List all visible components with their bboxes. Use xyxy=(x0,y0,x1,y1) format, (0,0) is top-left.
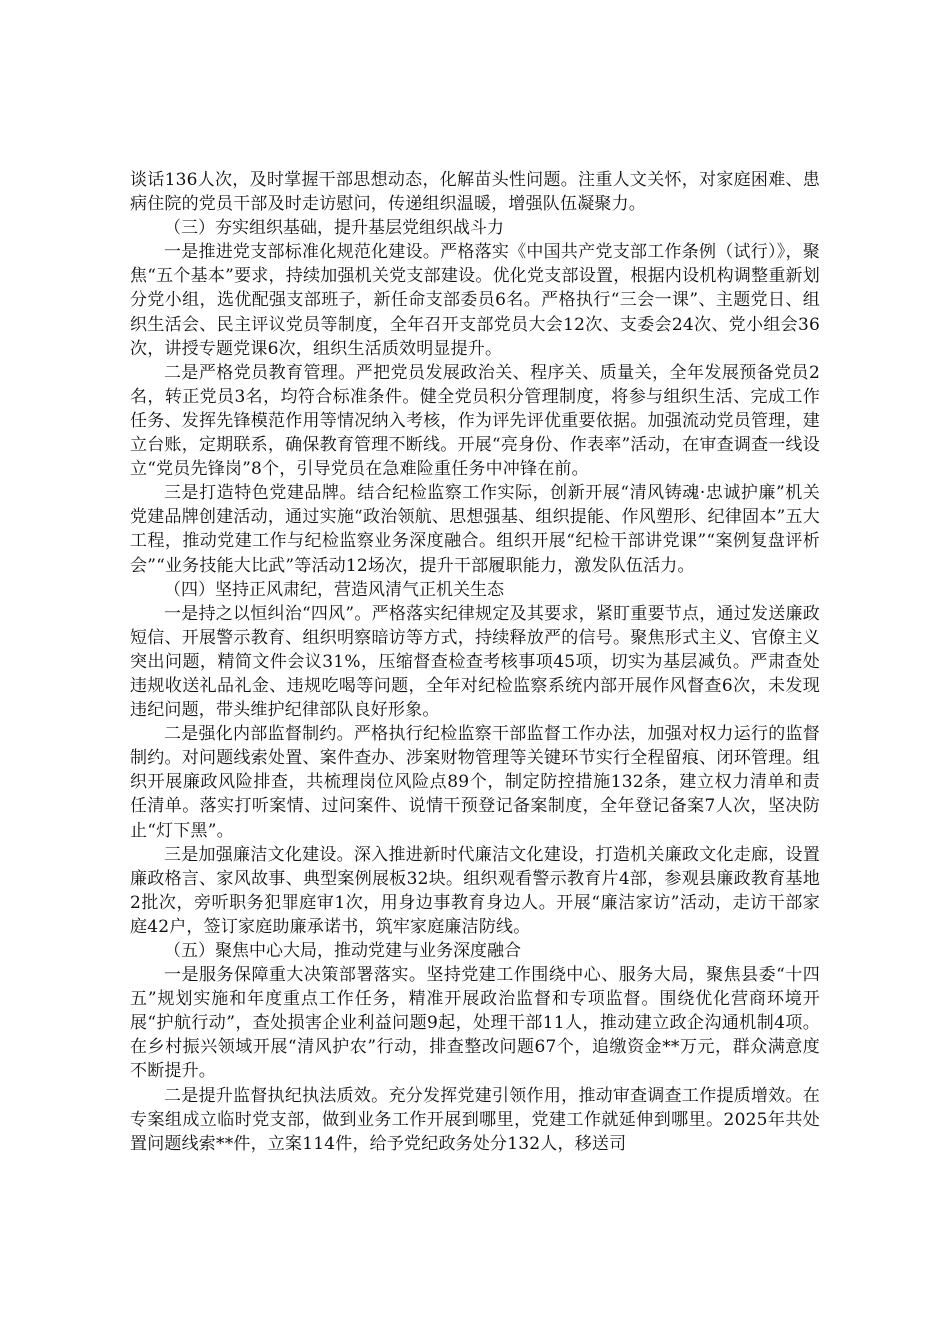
paragraph-four-winds: 一是持之以恒纠治“四风”。严格落实纪律规定及其要求，紧盯重要节点，通过发送廉政短信、开展警示教育、组织明察暗访等方式，持续释放严的信号。聚焦形式主义、官僚主义突出问题，精简文件会议31%，压缩督查检查考核事项45项，切实为基层减负。严肃查处违规收送礼品礼金、违规吃喝等问题，全年对纪检监察系统内部开展作风督查6次，未发现违纪问题，带头维护纪律部队良好形象。 xyxy=(130,603,820,721)
paragraph-member-education: 二是严格党员教育管理。严把党员发展政治关、程序关、质量关，全年发展预备党员2名，转正党员3名，均符合标准条件。健全党员积分管理制度，将参与组织生活、完成工作任务、发挥先锋模范作用等情况纳入考核，作为评先评优重要依据。加强流动党员管理，建立台账，定期联系，确保教育管理不断线。开展“亮身份、作表率”活动，在审查调查一线设立“党员先锋岗”8个，引导党员在急难险重任务中冲锋在前。 xyxy=(130,362,820,480)
paragraph-integrity-culture: 三是加强廉洁文化建设。深入推进新时代廉洁文化建设，打造机关廉政文化走廊，设置廉政格言、家风故事、典型案例展板32块。组织观看警示教育片4部，参观县廉政教育基地2批次，旁听职务犯罪庭审1次，用身边事教育身边人。开展“廉洁家访”活动，走访干部家庭42户，签订家庭助廉承诺书，筑牢家庭廉洁防线。 xyxy=(130,844,820,937)
paragraph-discipline-quality: 二是提升监督执纪执法质效。充分发挥党建引领作用，推动审查调查工作提质增效。在专案组成立临时党支部，做到业务工作开展到哪里，党建工作就延伸到哪里。2025年共处置问题线索**件，立案114件，给予党纪政务处分132人，移送司 xyxy=(130,1085,820,1154)
paragraph-continuation: 谈话136人次，及时掌握干部思想动态，化解苗头性问题。注重人文关怀，对家庭困难、患病住院的党员干部及时走访慰问，传递组织温暖，增强队伍凝聚力。 xyxy=(130,170,820,215)
paragraph-internal-supervision: 二是强化内部监督制约。严格执行纪检监察干部监督工作办法，加强对权力运行的监督制约。对问题线索处置、案件查办、涉案财物管理等关键环节实行全程留痕、闭环管理。组织开展廉政风险排查，共梳理岗位风险点89个，制定防控措施132条，建立权力清单和责任清单。落实打听案情、过问案件、说情干预登记备案制度，全年登记备案7人次，坚决防止“灯下黑”。 xyxy=(130,724,820,841)
section-heading-four: （四）坚持正风肃纪，营造风清气正机关生态 xyxy=(164,579,504,600)
section-heading-five: （五）聚焦中心大局，推动党建与业务深度融合 xyxy=(164,941,521,961)
paragraph-major-decisions: 一是服务保障重大决策部署落实。坚持党建工作围绕中心、服务大局，聚焦县委“十四五”规划实施和年度重点工作任务，精准开展政治监督和专项监督。围绕优化营商环境开展“护航行动”，查处损害企业利益问题9起，处理干部11人，推动建立政企沟通机制4项。在乡村振兴领域开展“清风护农”行动，排查整改问题67个，追缴资金**万元，群众满意度不断提升。 xyxy=(130,965,820,1082)
section-heading-three: （三）夯实组织基础，提升基层党组织战斗力 xyxy=(164,218,504,239)
paragraph-party-brand: 三是打造特色党建品牌。结合纪检监察工作实际，创新开展“清风铸魂·忠诚护廉”机关党建品牌创建活动，通过实施“政治领航、思想强基、组织提能、作风塑形、纪律固本”五大工程，推动党建工作与纪检监察业务深度融合。组织开展“纪检干部讲党课”“案例复盘评析会”“业务技能大比武”等活动12场次，提升干部履职能力，激发队伍活力。 xyxy=(130,483,820,576)
paragraph-branch-standardization: 一是推进党支部标准化规范化建设。严格落实《中国共产党支部工作条例（试行）》，聚焦“五个基本”要求，持续加强机关党支部建设。优化党支部设置，根据内设机构调整重新划分党小组，选优配强支部班子，新任命支部委员6名。严格执行“三会一课”、主题党日、组织生活会、民主评议党员等制度，全年召开支部党员大会12次、支委会24次、党小组会36次，讲授专题党课6次，组织生活质效明显提升。 xyxy=(130,242,820,359)
document-body xyxy=(130,168,820,1156)
